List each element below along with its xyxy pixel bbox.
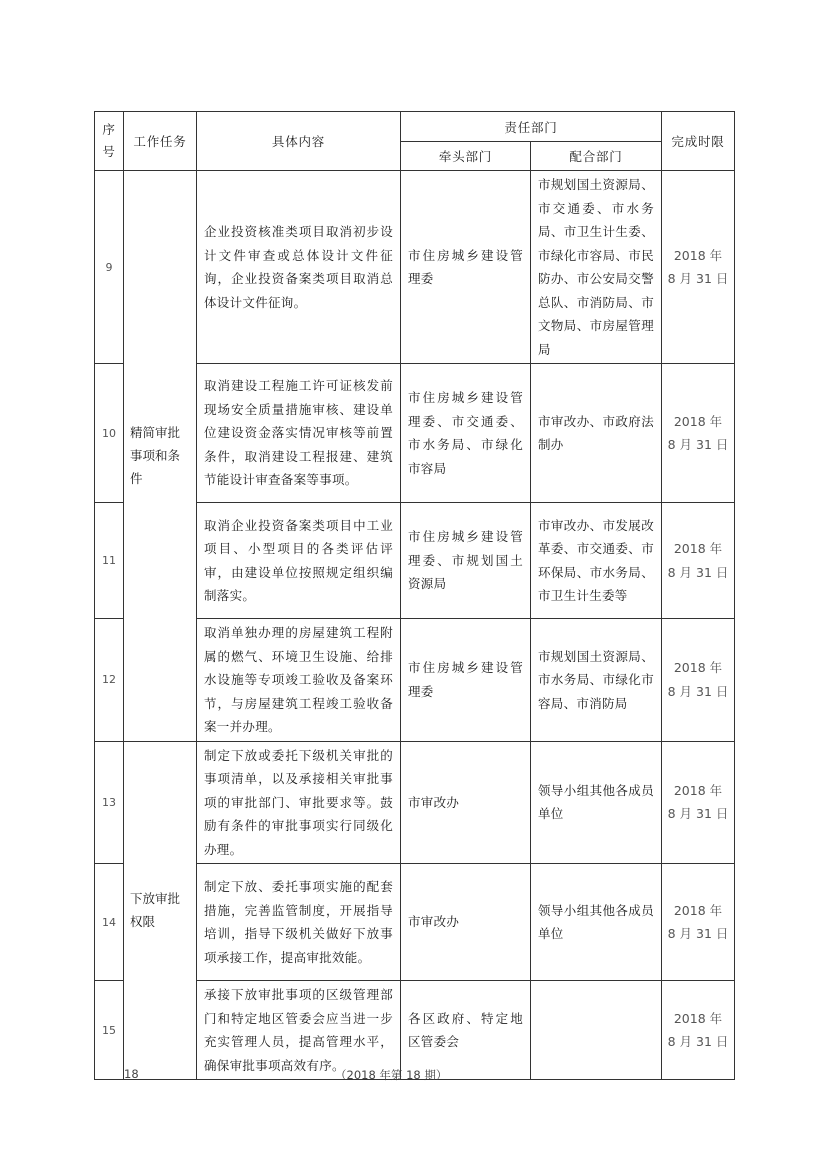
deadline-cell: [662, 364, 735, 503]
deadline-cell: [662, 864, 735, 981]
issue-label: （2018 年第 18 期）: [335, 1068, 448, 1082]
deadline-year: 2018 年: [673, 1010, 723, 1026]
row-number: 13: [95, 741, 124, 864]
deadline-year: 2018 年: [673, 247, 723, 263]
task-table: [94, 111, 735, 1080]
lead-dept-cell: 市住房城乡建设管理委: [401, 171, 531, 364]
deadline-date: 8 月 31 日: [667, 926, 729, 941]
deadline-year: 2018 年: [673, 902, 723, 918]
content-cell: 企业投资核准类项目取消初步设计文件审查或总体设计文件征询，企业投资备案类项目取消总体设计文件征询。: [197, 171, 401, 364]
task-cell: 下放审批权限: [124, 741, 197, 1080]
lead-dept-cell: 市审改办: [401, 864, 531, 981]
content-cell: 取消单独办理的房屋建筑工程附属的燃气、环境卫生设施、给排水设施等专项竣工验收及备案环节，与房屋建筑工程竣工验收备案一并办理。: [197, 619, 401, 742]
assist-dept-cell: 市审改办、市政府法制办: [531, 364, 662, 503]
assist-dept-cell: 市规划国土资源局、市交通委、市水务局、市卫生计生委、市绿化市容局、市民防办、市公安局交警总队、市消防局、市文物局、市房屋管理局: [531, 171, 662, 364]
deadline-date: 8 月 31 日: [667, 437, 729, 452]
assist-dept-cell: 领导小组其他各成员单位: [531, 864, 662, 981]
lead-dept-cell: 市审改办: [401, 741, 531, 864]
assist-dept-cell: [531, 981, 662, 1080]
lead-dept-cell: 市住房城乡建设管理委、市交通委、市水务局、市绿化市容局: [401, 364, 531, 503]
table-row: [95, 741, 735, 864]
deadline-year: 2018 年: [673, 782, 723, 798]
assist-dept-cell: 市规划国土资源局、市水务局、市绿化市容局、市消防局: [531, 619, 662, 742]
deadline-cell: [662, 503, 735, 619]
lead-dept-cell: 市住房城乡建设管理委、市规划国土资源局: [401, 503, 531, 619]
deadline-date: 8 月 31 日: [667, 806, 729, 822]
assist-dept-cell: 领导小组其他各成员单位: [531, 741, 662, 864]
deadline-date: 8 月 31 日: [667, 1034, 729, 1049]
content-cell: 取消企业投资备案类项目中工业项目、小型项目的各类评估评审，由建设单位按照规定组织编制落实。: [197, 503, 401, 619]
row-number: 10: [95, 364, 124, 503]
page-number: 18: [124, 1067, 139, 1081]
deadline-cell: [662, 741, 735, 864]
content-cell: 制定下放或委托下级机关审批的事项清单，以及承接相关审批事项的审批部门、审批要求等。鼓励有条件的审批事项实行同级化办理。: [197, 741, 401, 864]
content-cell: 制定下放、委托事项实施的配套措施，完善监管制度，开展指导培训，指导下级机关做好下放事项承接工作，提高审批效能。: [197, 864, 401, 981]
deadline-date: 8 月 31 日: [667, 271, 729, 286]
deadline-cell: [662, 619, 735, 742]
header-dept: 责任部门: [401, 112, 662, 142]
row-number: 14: [95, 864, 124, 981]
deadline-year: 2018 年: [673, 660, 723, 676]
table-row: [95, 171, 735, 364]
deadline-cell: [662, 171, 735, 364]
deadline-date: 8 月 31 日: [667, 564, 729, 580]
row-number: 12: [95, 619, 124, 742]
header-task: 工作任务: [124, 112, 197, 171]
content-cell: 承接下放审批事项的区级管理部门和特定地区管委会应当进一步充实管理人员，提高管理水平，确保审批事项高效有序。: [197, 981, 401, 1080]
deadline-year: 2018 年: [673, 413, 723, 429]
deadline-date: 8 月 31 日: [667, 683, 729, 699]
header-seq: 序号: [95, 112, 124, 171]
header-assist: 配合部门: [531, 142, 662, 171]
header-lead: 牵头部门: [401, 142, 531, 171]
content-cell: 取消建设工程施工许可证核发前现场安全质量措施审核、建设单位建设资金落实情况审核等前置条件，取消建设工程报建、建筑节能设计审查备案等事项。: [197, 364, 401, 503]
header-deadline: 完成时限: [662, 112, 735, 171]
row-number: 9: [95, 171, 124, 364]
deadline-cell: [662, 981, 735, 1080]
row-number: 15: [95, 981, 124, 1080]
lead-dept-cell: 各区政府、特定地区管委会: [401, 981, 531, 1080]
task-cell: 精简审批事项和条件: [124, 171, 197, 742]
lead-dept-cell: 市住房城乡建设管理委: [401, 619, 531, 742]
deadline-year: 2018 年: [673, 541, 723, 556]
header-content: 具体内容: [197, 112, 401, 171]
row-number: 11: [95, 503, 124, 619]
assist-dept-cell: 市审改办、市发展改革委、市交通委、市环保局、市水务局、市卫生计生委等: [531, 503, 662, 619]
